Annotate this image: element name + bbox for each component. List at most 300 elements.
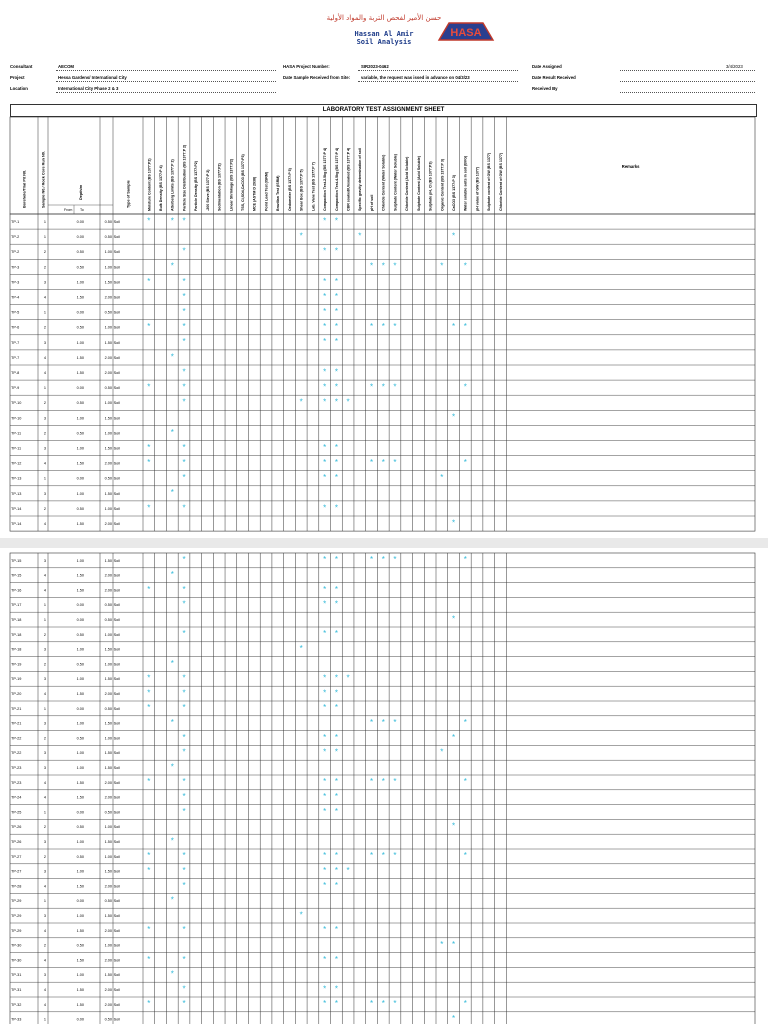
depth-to: 1.00 bbox=[104, 250, 112, 255]
sample-number: 3 bbox=[43, 416, 46, 421]
borehole-id: TP-18 bbox=[11, 647, 22, 652]
date-received-label: Date Sample Received from Site: bbox=[283, 75, 351, 80]
test-assigned-mark: * bbox=[381, 261, 385, 271]
sample-number: 4 bbox=[43, 295, 46, 300]
sample-number: 2 bbox=[43, 506, 46, 511]
test-assigned-mark: * bbox=[147, 442, 151, 452]
test-assigned-mark: * bbox=[393, 382, 397, 392]
test-assigned-mark: * bbox=[452, 412, 456, 422]
sample-type: Soil bbox=[113, 899, 120, 904]
test-assigned-mark: * bbox=[334, 322, 338, 332]
sample-type: Soil bbox=[113, 521, 120, 526]
test-assigned-mark: * bbox=[147, 999, 151, 1009]
test-assigned-mark: * bbox=[463, 777, 467, 787]
sample-number: 3 bbox=[43, 721, 46, 726]
sample-type: Soil bbox=[113, 431, 120, 436]
sample-number: 3 bbox=[43, 491, 46, 496]
depth-from: 0.00 bbox=[76, 899, 84, 904]
test-assigned-mark: * bbox=[147, 954, 151, 964]
sample-number: 4 bbox=[43, 692, 46, 696]
sample-number: 2 bbox=[43, 943, 46, 948]
depth-from: 1.50 bbox=[76, 370, 84, 375]
borehole-id: TP-8 bbox=[11, 370, 20, 375]
borehole-id: TP-13 bbox=[11, 491, 22, 496]
depth-to: 1.50 bbox=[104, 677, 112, 682]
test-assigned-mark: * bbox=[182, 806, 186, 816]
borehole-id: TP-31 bbox=[11, 988, 22, 992]
test-assigned-mark: * bbox=[334, 925, 338, 935]
sample-type: Soil bbox=[113, 461, 120, 466]
test-assigned-mark: * bbox=[323, 306, 327, 316]
depth-to: 1.50 bbox=[104, 446, 112, 451]
test-assigned-mark: * bbox=[334, 703, 338, 713]
test-assigned-mark: * bbox=[334, 791, 338, 801]
sample-type: Soil bbox=[113, 692, 120, 696]
test-assigned-mark: * bbox=[381, 457, 385, 467]
consultant-label: Consultant bbox=[10, 64, 33, 69]
sample-type: Soil bbox=[113, 1002, 120, 1007]
depth-from: 0.00 bbox=[76, 219, 84, 224]
borehole-id: TP-15 bbox=[11, 573, 22, 578]
test-assigned-mark: * bbox=[463, 382, 467, 392]
sample-type: Soil bbox=[113, 370, 120, 375]
borehole-id: TP-2 bbox=[11, 250, 20, 255]
borehole-id: TP-13 bbox=[11, 476, 22, 481]
test-assigned-mark: * bbox=[381, 851, 385, 861]
test-assigned-mark: * bbox=[334, 629, 338, 639]
column-header-1: Sample N0./ Rock Core Run N0. bbox=[41, 151, 46, 208]
received-by-label: Received By bbox=[532, 86, 558, 91]
test-assigned-mark: * bbox=[182, 442, 186, 452]
test-assigned-mark: * bbox=[323, 442, 327, 452]
depth-to: 1.00 bbox=[104, 736, 112, 741]
borehole-id: TP-10 bbox=[11, 416, 22, 421]
test-assigned-mark: * bbox=[323, 999, 327, 1009]
test-assigned-mark: * bbox=[334, 337, 338, 347]
depth-from: 0.50 bbox=[76, 325, 84, 330]
test-assigned-mark: * bbox=[369, 717, 374, 727]
sample-type: Soil bbox=[113, 250, 120, 255]
sample-number: 3 bbox=[43, 914, 46, 918]
test-header-15: Compaction Test-2.5kg (BS 1377:P 4) bbox=[323, 147, 328, 211]
depth-from-header: From bbox=[64, 208, 73, 212]
test-assigned-mark: * bbox=[147, 322, 151, 332]
sample-type: Soil bbox=[113, 386, 120, 391]
depth-to-header: To bbox=[80, 208, 84, 212]
test-assigned-mark: * bbox=[346, 397, 350, 407]
test-assigned-mark: * bbox=[323, 397, 327, 407]
borehole-id: TP-19 bbox=[11, 662, 22, 667]
sample-number: 3 bbox=[43, 280, 46, 285]
depth-to: 1.00 bbox=[104, 943, 112, 948]
test-assigned-mark: * bbox=[334, 599, 338, 609]
sheet-page-2 bbox=[0, 548, 768, 1024]
project-number-label: HASA Project Number: bbox=[283, 64, 330, 69]
test-assigned-mark: * bbox=[182, 599, 186, 609]
test-assigned-mark: * bbox=[323, 791, 327, 801]
borehole-id: TP-12 bbox=[11, 461, 22, 466]
test-assigned-mark: * bbox=[147, 851, 151, 861]
test-assigned-mark: * bbox=[452, 939, 456, 949]
test-header-20: Chloride Content (Water Soluble) bbox=[381, 154, 386, 211]
sample-type: Soil bbox=[113, 973, 120, 978]
sample-type: Soil bbox=[113, 766, 120, 770]
company-logo-arabic: حسن الأمير لفحص التربة والمواد الأولية bbox=[326, 14, 442, 22]
borehole-id: TP-22 bbox=[11, 751, 22, 756]
test-assigned-mark: * bbox=[323, 367, 327, 377]
test-assigned-mark: * bbox=[334, 555, 338, 565]
remarks-header: Remarks bbox=[621, 164, 640, 169]
sample-type: Soil bbox=[113, 958, 120, 963]
borehole-id: TP-9 bbox=[11, 386, 20, 391]
sample-number: 2 bbox=[43, 854, 46, 859]
test-assigned-mark: * bbox=[452, 1013, 456, 1023]
company-subtitle: Soil Analysis bbox=[356, 38, 412, 46]
depth-to: 1.50 bbox=[104, 558, 112, 563]
test-header-12: Oedometer (BS 1377:P 5) bbox=[287, 168, 292, 211]
sample-number: 4 bbox=[43, 370, 46, 375]
test-assigned-mark: * bbox=[369, 322, 374, 332]
borehole-id: TP-24 bbox=[11, 795, 22, 800]
location-label: Location bbox=[10, 86, 28, 91]
test-assigned-mark: * bbox=[440, 261, 444, 271]
depth-from: 0.00 bbox=[76, 386, 84, 391]
sample-type: Soil bbox=[113, 795, 120, 800]
sample-number: 1 bbox=[43, 1017, 46, 1022]
test-assigned-mark: * bbox=[170, 569, 174, 579]
test-header-21: Sulphate Content (Water Soluble) bbox=[393, 154, 398, 211]
project-label: Project bbox=[10, 75, 25, 80]
sample-number: 3 bbox=[43, 869, 46, 874]
depth-to: 1.00 bbox=[104, 431, 112, 436]
test-assigned-mark: * bbox=[299, 643, 303, 653]
sample-type: Soil bbox=[113, 446, 120, 451]
test-assigned-mark: * bbox=[323, 503, 327, 513]
test-assigned-mark: * bbox=[182, 306, 186, 316]
test-assigned-mark: * bbox=[323, 337, 327, 347]
depth-to: 2.00 bbox=[104, 521, 112, 526]
sample-number: 4 bbox=[43, 573, 46, 578]
depth-from: 0.00 bbox=[76, 810, 84, 815]
test-assigned-mark: * bbox=[381, 777, 385, 787]
test-assigned-mark: * bbox=[334, 688, 338, 698]
sample-number: 3 bbox=[43, 558, 46, 563]
sample-number: 2 bbox=[43, 632, 46, 637]
depth-to: 0.50 bbox=[104, 386, 112, 391]
company-name: Hassan Al Amir bbox=[354, 30, 414, 38]
test-header-27: Water soluble salts in soil (BVG) bbox=[463, 155, 468, 211]
test-assigned-mark: * bbox=[323, 629, 327, 639]
sample-type: Soil bbox=[113, 219, 120, 224]
sample-type: Soil bbox=[113, 943, 120, 948]
depth-to: 2.00 bbox=[104, 795, 112, 800]
column-header-2: Depth/m bbox=[79, 184, 83, 200]
depth-to: 0.50 bbox=[104, 603, 112, 608]
depth-to: 2.00 bbox=[104, 461, 112, 466]
depth-to: 0.50 bbox=[104, 310, 112, 315]
test-assigned-mark: * bbox=[170, 717, 174, 727]
depth-to: 1.00 bbox=[104, 662, 112, 667]
depth-to: 2.00 bbox=[104, 573, 112, 578]
borehole-id: TP-26 bbox=[11, 825, 22, 830]
test-assigned-mark: * bbox=[381, 717, 385, 727]
test-assigned-mark: * bbox=[182, 777, 186, 787]
test-header-4: Particle Density (BS 1377:P2) bbox=[194, 161, 199, 211]
depth-from: 0.00 bbox=[76, 235, 84, 240]
test-header-29: Sulphate content of GW (BS 1377) bbox=[487, 152, 492, 211]
test-header-9: MCE (ASTM D 2938) bbox=[252, 176, 257, 211]
test-assigned-mark: * bbox=[182, 673, 186, 683]
project-value: Hessa Gardens/ International City bbox=[58, 75, 127, 80]
test-assigned-mark: * bbox=[334, 457, 338, 467]
depth-to: 0.50 bbox=[104, 235, 112, 240]
depth-from: 1.50 bbox=[76, 928, 84, 933]
depth-from: 0.50 bbox=[76, 943, 84, 948]
sample-number: 2 bbox=[43, 736, 46, 741]
test-assigned-mark: * bbox=[323, 865, 327, 875]
sample-type: Soil bbox=[113, 736, 120, 741]
date-assigned-value: 3/4/2023 bbox=[726, 64, 743, 69]
depth-to: 2.00 bbox=[104, 588, 112, 593]
location-value: International City Phase 2 & 3 bbox=[58, 86, 119, 91]
depth-from: 0.50 bbox=[76, 854, 84, 859]
test-assigned-mark: * bbox=[182, 688, 186, 698]
test-assigned-mark: * bbox=[452, 614, 456, 624]
sample-type: Soil bbox=[113, 928, 120, 933]
test-assigned-mark: * bbox=[182, 276, 186, 286]
depth-to: 2.00 bbox=[104, 692, 112, 696]
sample-type: Soil bbox=[113, 476, 120, 481]
sample-type: Soil bbox=[113, 914, 120, 918]
test-assigned-mark: * bbox=[381, 999, 385, 1009]
borehole-id: TP-7 bbox=[11, 355, 20, 360]
sample-number: 1 bbox=[43, 386, 46, 391]
test-assigned-mark: * bbox=[323, 276, 327, 286]
sample-type: Soil bbox=[113, 401, 120, 406]
test-assigned-mark: * bbox=[393, 999, 397, 1009]
sample-number: 4 bbox=[43, 988, 46, 992]
sample-number: 1 bbox=[43, 603, 46, 608]
test-assigned-mark: * bbox=[369, 261, 374, 271]
depth-to: 1.50 bbox=[104, 340, 112, 345]
test-assigned-mark: * bbox=[182, 732, 186, 742]
test-header-7: Linear Shrinkage (BS 1377:P2) bbox=[229, 158, 234, 211]
depth-from: 0.50 bbox=[76, 736, 84, 741]
depth-from: 1.00 bbox=[76, 973, 84, 978]
depth-from: 1.00 bbox=[76, 416, 84, 421]
test-assigned-mark: * bbox=[334, 880, 338, 890]
test-assigned-mark: * bbox=[463, 322, 467, 332]
sample-type: Soil bbox=[113, 884, 120, 889]
test-assigned-mark: * bbox=[334, 246, 338, 256]
test-assignment-table-page-2 bbox=[0, 548, 768, 1024]
depth-from: 0.00 bbox=[76, 706, 84, 711]
test-header-23: Sulphate Content (Acid Soluble) bbox=[416, 156, 421, 211]
depth-from: 1.50 bbox=[76, 692, 84, 696]
depth-from: 1.50 bbox=[76, 295, 84, 300]
sample-type: Soil bbox=[113, 491, 120, 496]
test-assigned-mark: * bbox=[381, 382, 385, 392]
sample-number: 4 bbox=[43, 355, 46, 360]
depth-from: 0.00 bbox=[76, 1017, 84, 1022]
sample-number: 4 bbox=[43, 928, 46, 933]
borehole-id: TP-33 bbox=[11, 1017, 22, 1022]
depth-from: 1.00 bbox=[76, 340, 84, 345]
depth-to: 2.00 bbox=[104, 1002, 112, 1007]
borehole-id: TP-29 bbox=[11, 928, 22, 933]
test-assigned-mark: * bbox=[369, 382, 374, 392]
date-assigned-label: Date Assigned bbox=[532, 64, 562, 69]
test-header-28: pH value of GW (BS 1377) bbox=[475, 167, 480, 211]
test-assigned-mark: * bbox=[170, 969, 174, 979]
sample-type: Soil bbox=[113, 810, 120, 815]
sample-number: 3 bbox=[43, 751, 46, 756]
test-assigned-mark: * bbox=[323, 555, 327, 565]
depth-to: 2.00 bbox=[104, 370, 112, 375]
sample-type: Soil bbox=[113, 988, 120, 992]
borehole-id: TP-27 bbox=[11, 854, 22, 859]
test-assigned-mark: * bbox=[323, 806, 327, 816]
borehole-id: TP-29 bbox=[11, 914, 22, 918]
depth-from: 1.50 bbox=[76, 780, 84, 785]
depth-to: 1.50 bbox=[104, 766, 112, 770]
borehole-id: TP-30 bbox=[11, 943, 22, 948]
test-assigned-mark: * bbox=[323, 703, 327, 713]
sample-number: 2 bbox=[43, 825, 46, 830]
sample-number: 4 bbox=[43, 521, 46, 526]
sample-number: 2 bbox=[43, 662, 46, 667]
depth-to: 1.50 bbox=[104, 840, 112, 844]
test-assigned-mark: * bbox=[170, 216, 174, 226]
test-assigned-mark: * bbox=[323, 880, 327, 890]
depth-from: 1.50 bbox=[76, 988, 84, 992]
depth-from: 1.50 bbox=[76, 461, 84, 466]
sample-type: Soil bbox=[113, 706, 120, 711]
column-header-0: Borehole/Trial Pit N0. bbox=[22, 169, 27, 208]
depth-from: 0.00 bbox=[76, 618, 84, 622]
test-assigned-mark: * bbox=[463, 999, 467, 1009]
borehole-id: TP-11 bbox=[11, 431, 22, 436]
sample-type: Soil bbox=[113, 280, 120, 285]
test-assigned-mark: * bbox=[147, 865, 151, 875]
column-header-3: Type of Sample bbox=[126, 180, 131, 208]
depth-from: 1.00 bbox=[76, 280, 84, 285]
borehole-id: TP-15 bbox=[11, 558, 22, 563]
test-header-22: Chloride Content (Acid Soluble) bbox=[405, 156, 410, 211]
borehole-id: TP-18 bbox=[11, 618, 22, 622]
test-assigned-mark: * bbox=[463, 457, 467, 467]
test-assigned-mark: * bbox=[334, 747, 338, 757]
borehole-id: TP-19 bbox=[11, 677, 22, 682]
depth-to: 1.50 bbox=[104, 869, 112, 874]
test-assigned-mark: * bbox=[440, 747, 444, 757]
borehole-id: TP-1 bbox=[11, 219, 20, 224]
test-assigned-mark: * bbox=[323, 599, 327, 609]
test-assigned-mark: * bbox=[334, 291, 338, 301]
test-assigned-mark: * bbox=[182, 473, 186, 483]
test-assigned-mark: * bbox=[182, 925, 186, 935]
borehole-id: TP-23 bbox=[11, 766, 22, 770]
sample-number: 2 bbox=[43, 401, 46, 406]
depth-from: 1.00 bbox=[76, 647, 84, 652]
sample-number: 2 bbox=[43, 325, 46, 330]
test-assigned-mark: * bbox=[334, 216, 338, 226]
sample-type: Soil bbox=[113, 632, 120, 637]
test-assigned-mark: * bbox=[299, 397, 303, 407]
depth-to: 2.00 bbox=[104, 988, 112, 992]
test-assigned-mark: * bbox=[463, 851, 467, 861]
test-assigned-mark: * bbox=[170, 427, 174, 437]
test-assigned-mark: * bbox=[323, 688, 327, 698]
depth-from: 1.00 bbox=[76, 446, 84, 451]
depth-from: 0.00 bbox=[76, 476, 84, 481]
sample-type: Soil bbox=[113, 647, 120, 652]
test-assigned-mark: * bbox=[182, 984, 186, 994]
sample-number: 3 bbox=[43, 677, 46, 682]
test-assigned-mark: * bbox=[323, 747, 327, 757]
test-assigned-mark: * bbox=[323, 584, 327, 594]
depth-from: 0.50 bbox=[76, 825, 84, 830]
sample-type: Soil bbox=[113, 558, 120, 563]
sample-number: 1 bbox=[43, 219, 46, 224]
test-assigned-mark: * bbox=[334, 382, 338, 392]
depth-to: 1.50 bbox=[104, 416, 112, 421]
test-assigned-mark: * bbox=[323, 673, 327, 683]
test-assigned-mark: * bbox=[170, 658, 174, 668]
test-assigned-mark: * bbox=[182, 954, 186, 964]
depth-to: 0.50 bbox=[104, 219, 112, 224]
test-assigned-mark: * bbox=[334, 673, 338, 683]
test-assigned-mark: * bbox=[334, 442, 338, 452]
sample-number: 1 bbox=[43, 476, 46, 481]
depth-to: 2.00 bbox=[104, 780, 112, 785]
consultant-value: AECOM bbox=[58, 64, 74, 69]
test-header-17: CBR soaked/Unsoaked (BS 1377:P 4) bbox=[346, 147, 351, 211]
sample-number: 1 bbox=[43, 235, 46, 240]
borehole-id: TP-22 bbox=[11, 736, 22, 741]
sample-number: 1 bbox=[43, 618, 46, 622]
test-assigned-mark: * bbox=[299, 231, 303, 241]
test-assigned-mark: * bbox=[393, 717, 397, 727]
test-assigned-mark: * bbox=[369, 851, 374, 861]
test-header-3: Particle Size Distribution (BS 1377:P 2) bbox=[182, 144, 187, 211]
test-assigned-mark: * bbox=[147, 503, 151, 513]
test-assigned-mark: * bbox=[346, 673, 350, 683]
depth-to: 0.50 bbox=[104, 899, 112, 904]
test-header-1: Bulk Density (BS 1377:P 4) bbox=[158, 165, 163, 211]
test-assigned-mark: * bbox=[463, 261, 467, 271]
depth-from: 1.00 bbox=[76, 766, 84, 770]
depth-to: 1.50 bbox=[104, 721, 112, 726]
test-assigned-mark: * bbox=[182, 703, 186, 713]
depth-to: 2.00 bbox=[104, 884, 112, 889]
hasa-logo-text: HASA bbox=[450, 27, 482, 39]
depth-from: 1.50 bbox=[76, 355, 84, 360]
test-assigned-mark: * bbox=[323, 291, 327, 301]
test-assigned-mark: * bbox=[147, 777, 151, 787]
sample-number: 2 bbox=[43, 250, 46, 255]
borehole-id: TP-20 bbox=[11, 692, 22, 696]
test-assigned-mark: * bbox=[170, 762, 174, 772]
test-assigned-mark: * bbox=[323, 777, 327, 787]
depth-to: 1.00 bbox=[104, 325, 112, 330]
test-assigned-mark: * bbox=[323, 984, 327, 994]
borehole-id: TP-14 bbox=[11, 521, 22, 526]
sample-number: 3 bbox=[43, 446, 46, 451]
depth-from: 0.50 bbox=[76, 265, 84, 270]
depth-to: 1.00 bbox=[104, 825, 112, 830]
test-assigned-mark: * bbox=[440, 939, 444, 949]
